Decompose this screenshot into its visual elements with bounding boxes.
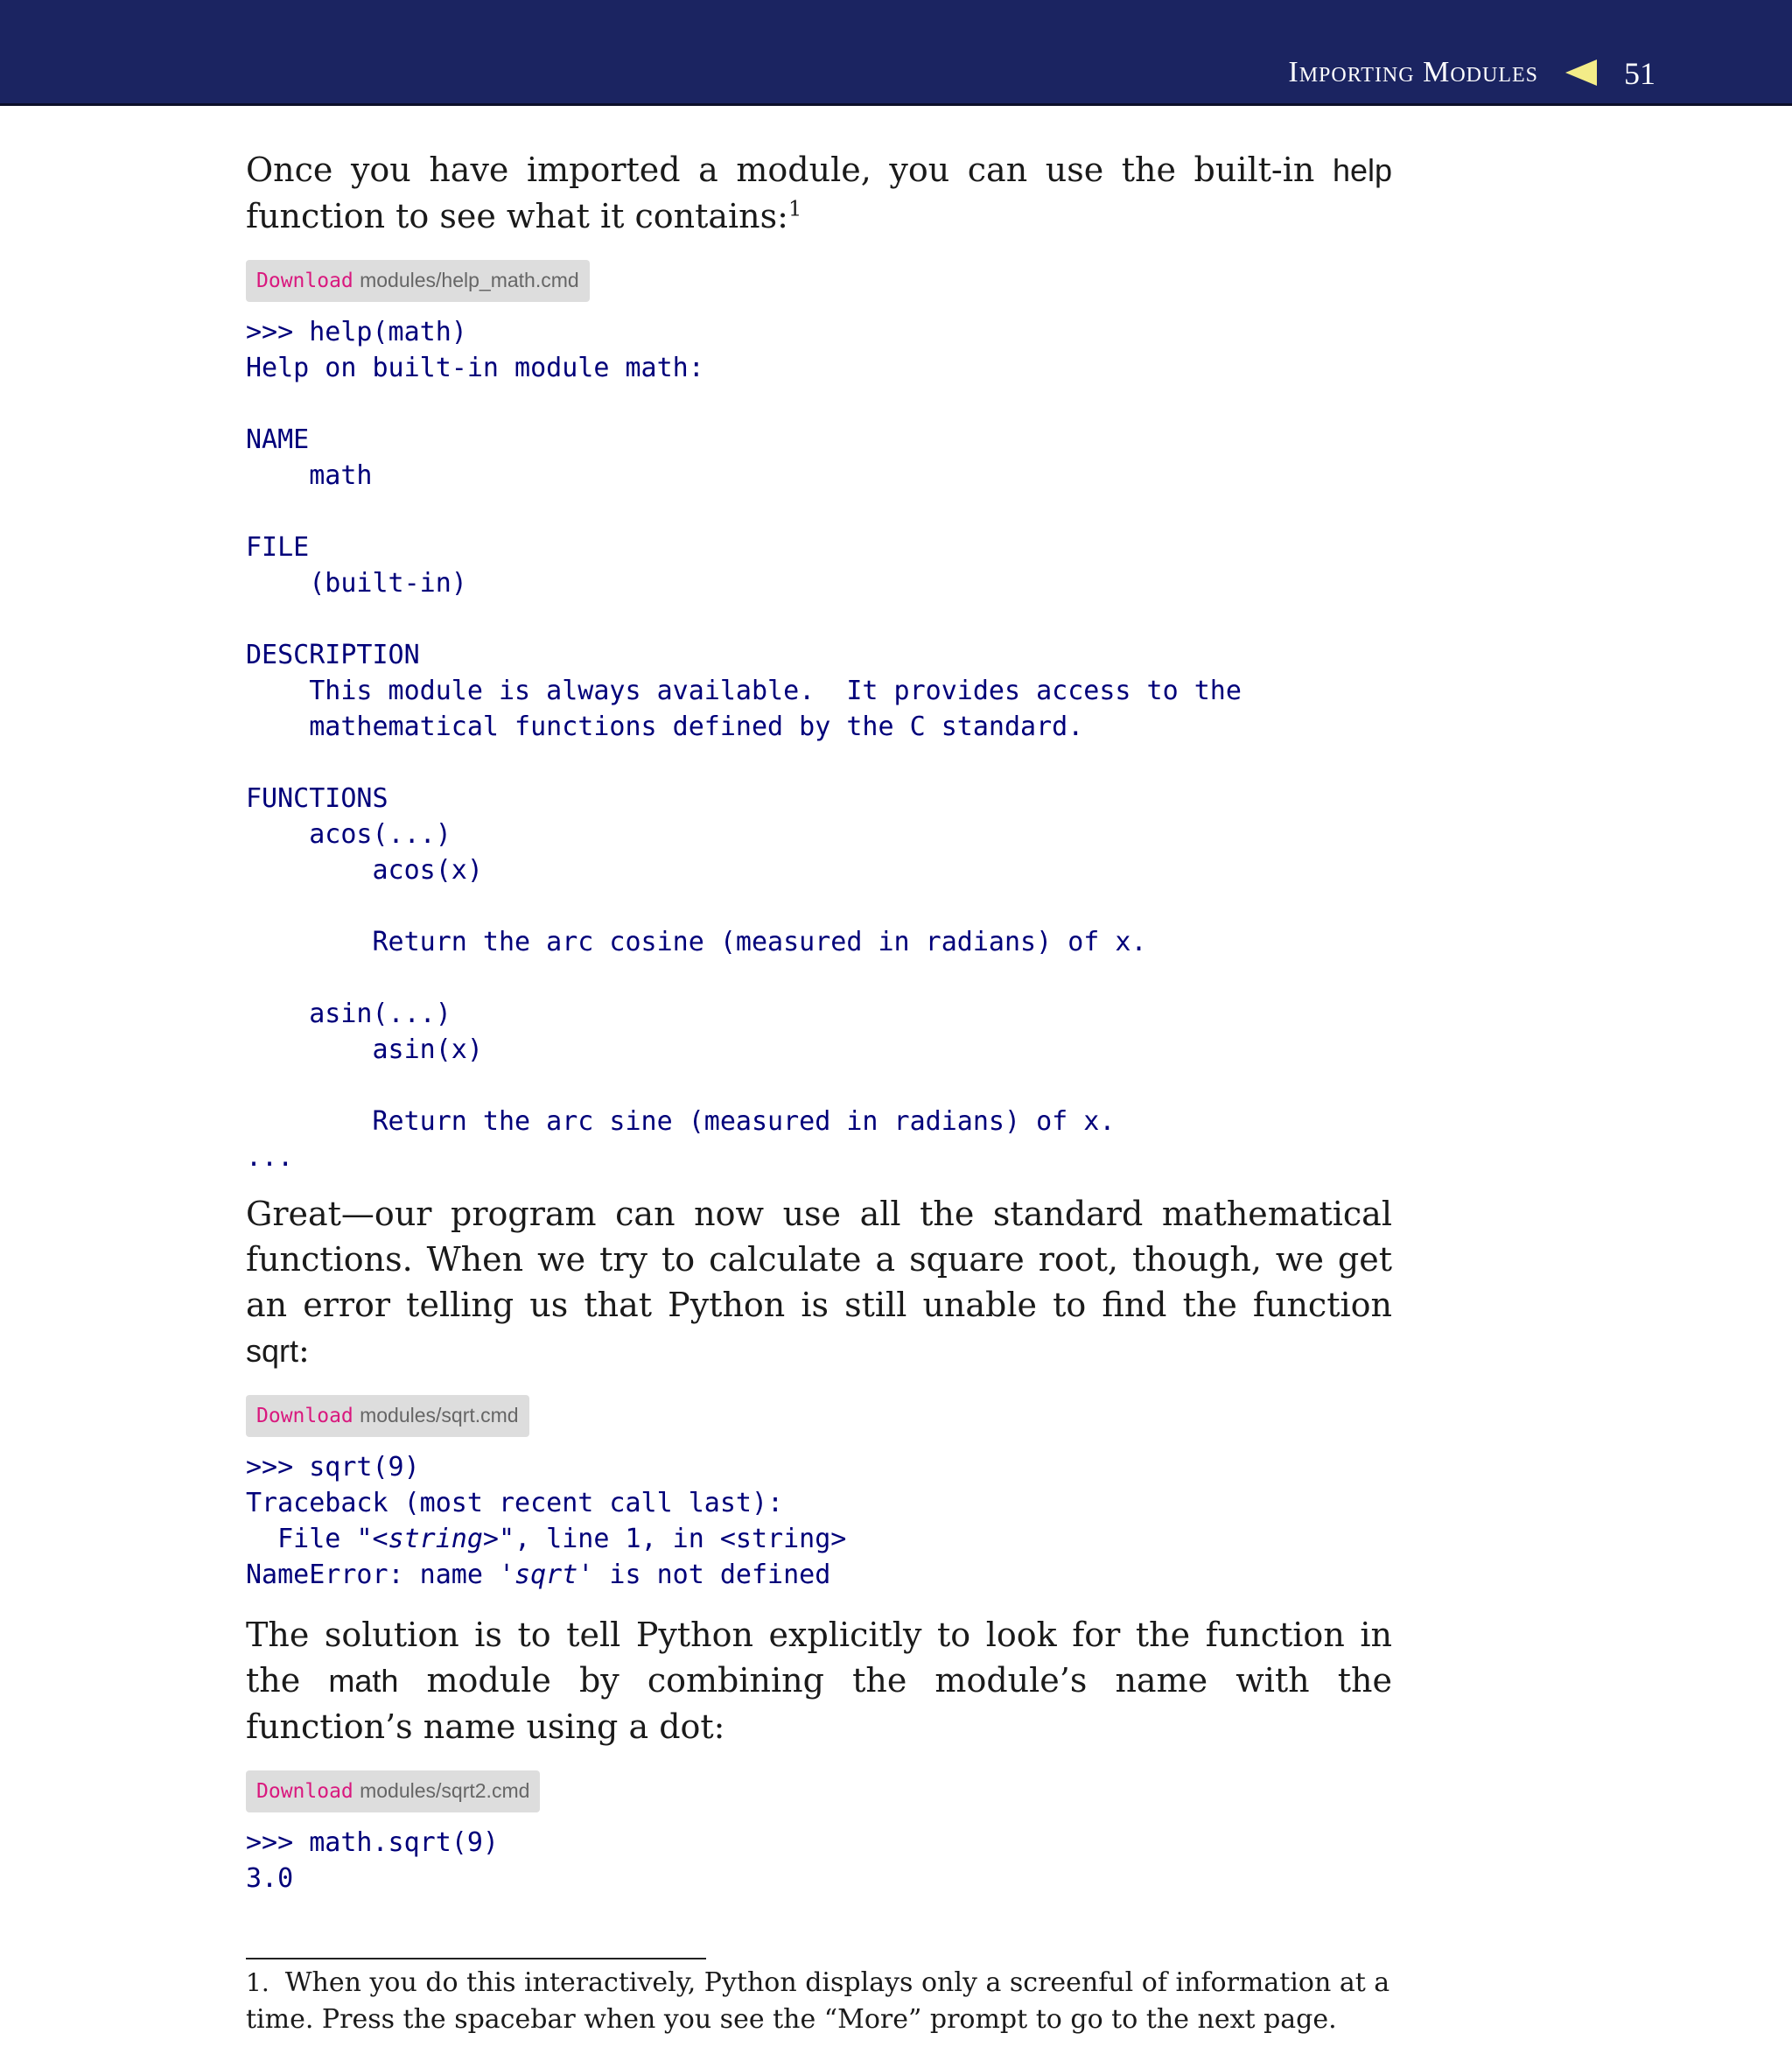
left-arrow-icon bbox=[1565, 60, 1597, 86]
footnote bbox=[246, 1965, 1392, 2038]
code-line: NAME bbox=[246, 424, 310, 455]
inline-code-math: math bbox=[328, 1663, 399, 1699]
code-line: asin(...) bbox=[246, 999, 452, 1029]
intro-text: Once you have imported a module, you can use the built-in bbox=[246, 151, 1333, 189]
code-line: This module is always available. It provides access to the bbox=[246, 676, 1242, 706]
code-line: math bbox=[246, 460, 373, 491]
solution-paragraph bbox=[246, 1612, 1392, 1749]
download-link-sqrt[interactable] bbox=[246, 1395, 529, 1437]
code-line: Help on built-in module math: bbox=[246, 353, 704, 383]
code-line: >>> help(math) bbox=[246, 317, 467, 347]
download-link-help-math[interactable] bbox=[246, 260, 590, 302]
page-number: 51 bbox=[1624, 56, 1656, 91]
code-line: Return the arc cosine (measured in radians) of x. bbox=[246, 927, 1147, 957]
great-text: Great—our program can now use all the standard mathematical functions. When we try to calculate a square root, though, we get an error telling us that Python is still unable to find the function bbox=[246, 1195, 1392, 1324]
page-header bbox=[0, 0, 1792, 106]
download-link-sqrt2[interactable] bbox=[246, 1770, 540, 1812]
download-label: Download bbox=[256, 1780, 354, 1803]
download-path: modules/help_math.cmd bbox=[360, 269, 579, 291]
code-line-part: File bbox=[246, 1524, 357, 1554]
running-head-title: Importing Modules bbox=[1288, 56, 1538, 88]
download-label: Download bbox=[256, 1405, 354, 1427]
code-line: Traceback (most recent call last): bbox=[246, 1488, 784, 1518]
inline-code-sqrt: sqrt bbox=[246, 1333, 299, 1369]
code-line-part: NameError: name bbox=[246, 1560, 499, 1590]
download-path: modules/sqrt2.cmd bbox=[360, 1779, 530, 1802]
code-line: FUNCTIONS bbox=[246, 783, 388, 814]
solution-text: The solution is to tell Python explicitly to look for the function in the bbox=[246, 1616, 1392, 1700]
code-line-part: , line 1, in <string> bbox=[514, 1524, 847, 1554]
intro-paragraph bbox=[246, 147, 1392, 239]
code-line: mathematical functions defined by the C standard. bbox=[246, 712, 1084, 742]
download-path: modules/sqrt.cmd bbox=[360, 1404, 519, 1427]
code-line: Return the arc sine (measured in radians) of x. bbox=[246, 1106, 1116, 1137]
code-line: >>> math.sqrt(9) bbox=[246, 1827, 499, 1858]
code-line: DESCRIPTION bbox=[246, 640, 420, 670]
download-label: Download bbox=[256, 270, 354, 292]
code-block-help-math bbox=[246, 314, 1392, 1175]
intro-text-end: function to see what it contains: bbox=[246, 197, 788, 235]
code-line-part: is not defined bbox=[593, 1560, 831, 1590]
great-paragraph bbox=[246, 1191, 1392, 1374]
footnote-number: 1. bbox=[246, 1968, 270, 1997]
code-line: 3.0 bbox=[246, 1863, 294, 1894]
great-text-end: : bbox=[298, 1331, 310, 1370]
code-block-math-sqrt bbox=[246, 1825, 1392, 1896]
code-line: FILE bbox=[246, 532, 310, 563]
footnote-text: When you do this interactively, Python displays only a screenful of information at a time. Press the spacebar when you see the “More” prompt to go to the next page. bbox=[246, 1967, 1390, 2035]
code-line: asin(x) bbox=[246, 1034, 483, 1065]
code-line: ... bbox=[246, 1142, 294, 1173]
inline-code-help: help bbox=[1332, 152, 1392, 188]
code-line: acos(...) bbox=[246, 819, 452, 850]
code-italic: 'sqrt' bbox=[498, 1560, 594, 1590]
solution-text-end: module by combining the module’s name with the function’s name using a dot: bbox=[246, 1661, 1392, 1746]
footnote-reference: 1 bbox=[788, 196, 802, 221]
code-line: >>> sqrt(9) bbox=[246, 1452, 420, 1483]
code-line: acos(x) bbox=[246, 855, 483, 886]
code-italic: "<string>" bbox=[356, 1524, 515, 1554]
page-body bbox=[246, 147, 1392, 2038]
code-line: (built-in) bbox=[246, 568, 467, 599]
code-block-sqrt-error bbox=[246, 1449, 1392, 1593]
